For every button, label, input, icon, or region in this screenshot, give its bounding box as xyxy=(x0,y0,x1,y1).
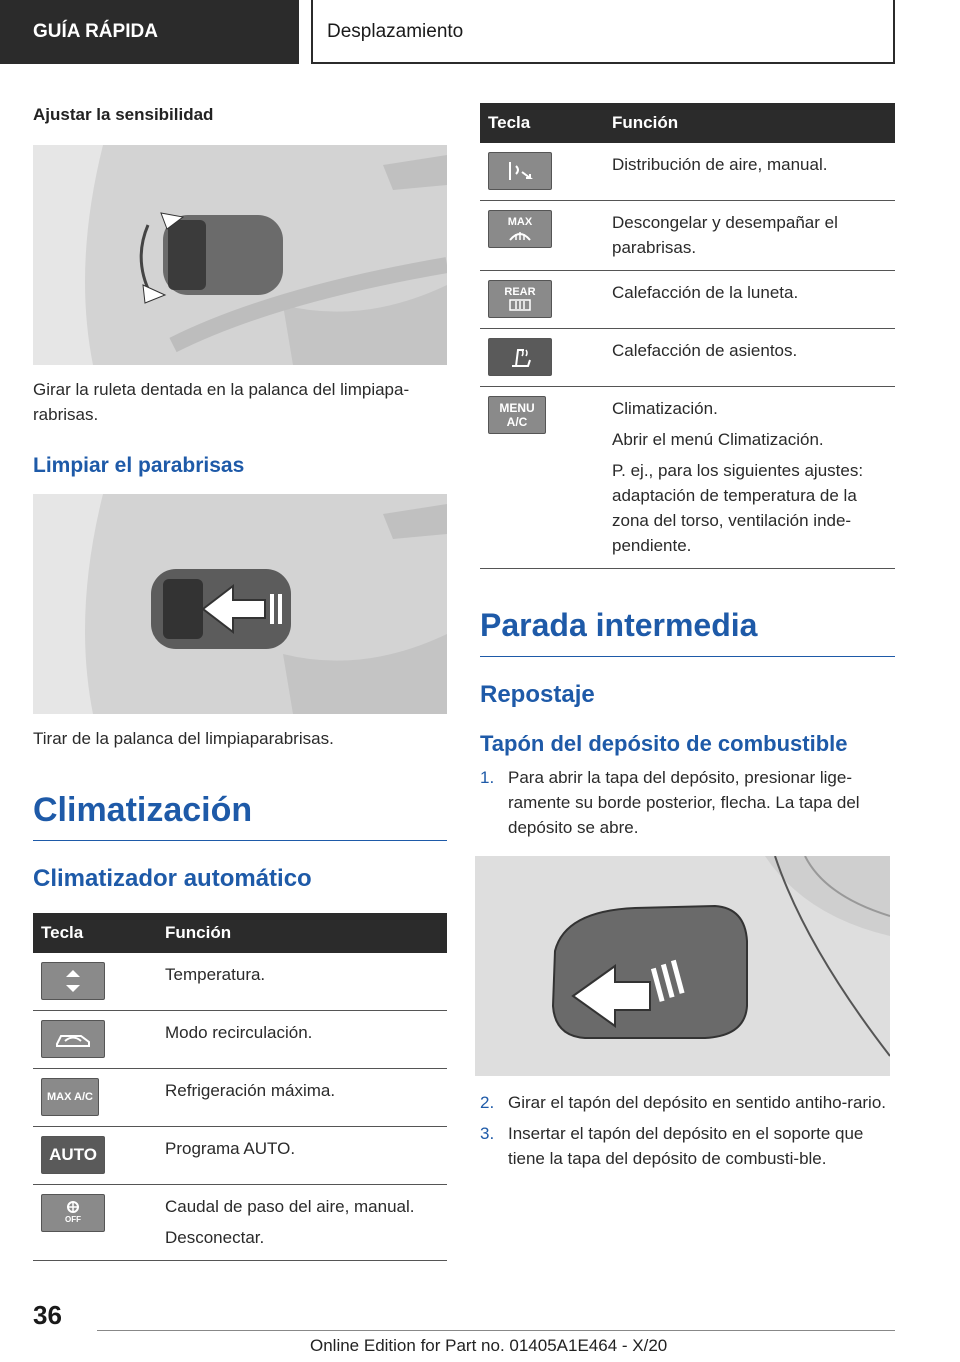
table-row xyxy=(33,1185,447,1261)
wiper-lever-photo xyxy=(33,494,447,714)
air-distribution-icon xyxy=(488,152,552,190)
wipe-heading: Limpiar el parabrisas xyxy=(33,454,245,477)
table-row xyxy=(480,271,895,329)
table-row xyxy=(480,143,895,201)
auto-heading: Climatizador automático xyxy=(33,865,312,892)
step-number: 1. xyxy=(480,768,495,787)
table-row xyxy=(33,953,447,1011)
table-row xyxy=(480,201,895,271)
step-text: Para abrir la tapa del depósito, presionar lige-ramente su borde posterior, flecha. La tapa del depósito se abre. xyxy=(508,768,860,837)
step-text: Insertar el tapón del depósito en el soporte que tiene la tapa del depósito de combusti-ble. xyxy=(508,1124,864,1168)
list-item xyxy=(480,1090,895,1115)
chapter-title: Desplazamiento xyxy=(311,0,895,64)
max-defrost-label: MAX xyxy=(507,216,533,228)
refuel-heading: Repostaje xyxy=(480,681,595,708)
page-number: 36 xyxy=(33,1300,62,1330)
function-text: Programa AUTO. xyxy=(165,1139,296,1158)
table-row xyxy=(33,1127,447,1185)
stop-heading: Parada intermedia xyxy=(480,607,758,643)
step-number: 2. xyxy=(480,1093,495,1112)
right-keys-table xyxy=(480,103,895,569)
function-text: Desconectar. xyxy=(165,1228,265,1247)
max-defrost-icon xyxy=(488,210,552,248)
function-text: P. ej., para los siguientes ajustes: adaptación de temperatura de la zona del torso, ventilación inde-pendiente. xyxy=(612,461,864,555)
function-text: Refrigeración máxima. xyxy=(165,1081,336,1100)
table-row xyxy=(33,1069,447,1127)
seat-heating-icon xyxy=(488,338,552,376)
function-text: Calefacción de la luneta. xyxy=(612,283,799,302)
list-item xyxy=(480,765,895,840)
wipe-text: Tirar de la palanca del limpiaparabrisas. xyxy=(33,729,334,748)
col-function: Función xyxy=(157,913,447,953)
function-text: Distribución de aire, manual. xyxy=(612,155,828,174)
auto-icon: AUTO xyxy=(41,1136,105,1174)
max-ac-icon: MAX A/C xyxy=(41,1078,99,1116)
stop-rule xyxy=(480,656,895,657)
footer-rule xyxy=(97,1330,895,1331)
section-tab: GUÍA RÁPIDA xyxy=(0,0,299,64)
cap-heading: Tapón del depósito de combustible xyxy=(480,731,848,756)
rear-defrost-icon xyxy=(488,280,552,318)
menu-ac-icon: MENU A/C xyxy=(488,396,546,434)
function-text: Caudal de paso del aire, manual. xyxy=(165,1197,415,1216)
function-text: Temperatura. xyxy=(165,965,266,984)
step-text: Girar el tapón del depósito en sentido antiho-rario. xyxy=(508,1093,887,1112)
rear-defrost-label: REAR xyxy=(504,286,536,298)
step-number: 3. xyxy=(480,1124,495,1143)
steps-list xyxy=(480,765,895,840)
clima-rule xyxy=(33,840,447,841)
edition-text: Online Edition for Part no. 01405A1E464 - X/20 xyxy=(310,1336,668,1355)
fan-off-icon xyxy=(41,1194,105,1232)
function-text: Climatización. xyxy=(612,399,718,418)
fan-off-label: OFF xyxy=(65,1215,81,1224)
wiper-ring-photo xyxy=(33,145,447,365)
col-function: Función xyxy=(604,103,895,143)
col-key: Tecla xyxy=(480,103,604,143)
function-text: Descongelar y desempañar el parabrisas. xyxy=(612,213,838,257)
function-text: Calefacción de asientos. xyxy=(612,341,798,360)
clima-heading: Climatización xyxy=(33,791,253,829)
table-row xyxy=(480,329,895,387)
sensitivity-text: Girar la ruleta dentada en la palanca del limpiapa-rabrisas. xyxy=(33,380,410,424)
table-row xyxy=(33,1011,447,1069)
steps-list-continued xyxy=(480,1090,895,1171)
temperature-arrows-icon xyxy=(41,962,105,1000)
function-text: Modo recirculación. xyxy=(165,1023,313,1042)
table-row xyxy=(480,387,895,569)
clima-keys-table xyxy=(33,913,447,1261)
list-item xyxy=(480,1121,895,1171)
fuel-flap-photo xyxy=(475,856,890,1076)
col-key: Tecla xyxy=(33,913,157,953)
recirculation-car-icon xyxy=(41,1020,105,1058)
function-text: Abrir el menú Climatización. xyxy=(612,430,824,449)
sensitivity-heading: Ajustar la sensibilidad xyxy=(33,105,214,124)
